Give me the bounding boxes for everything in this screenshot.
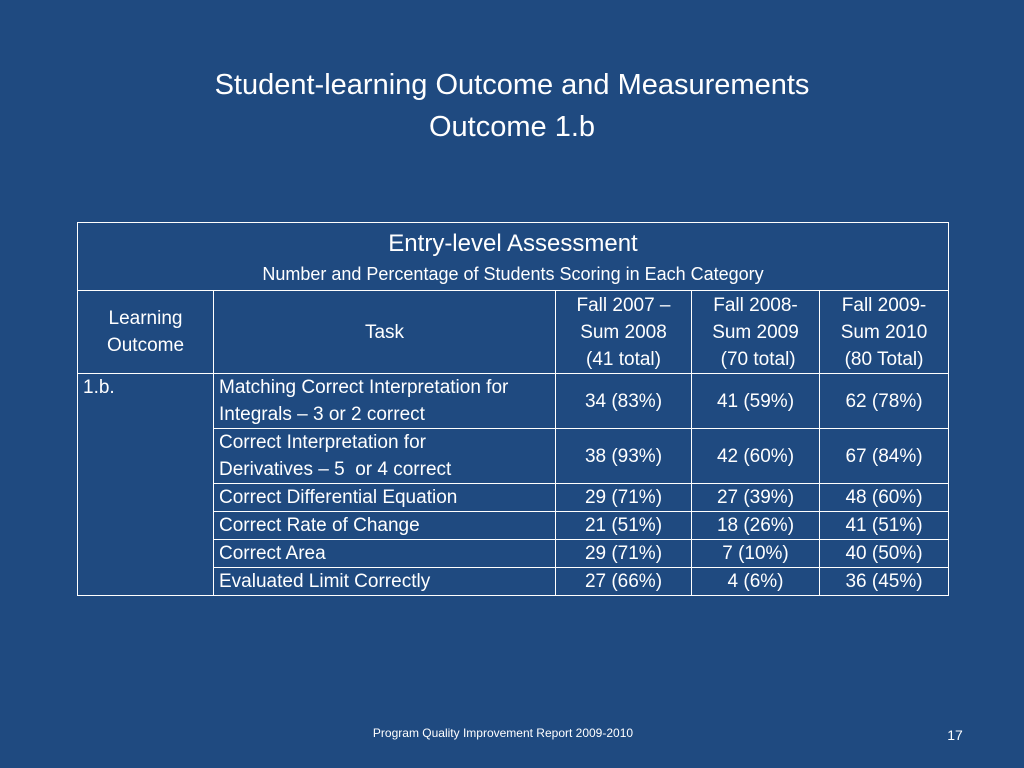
- value-cell-period-2: 41 (59%): [692, 374, 820, 429]
- value-cell-period-1: 29 (71%): [556, 540, 692, 568]
- slide-title: [0, 64, 1024, 148]
- value-cell-period-2: 7 (10%): [692, 540, 820, 568]
- task-cell: Correct Interpretation for Derivatives – 5 or 4 correct: [214, 429, 556, 484]
- value-cell-period-1: 21 (51%): [556, 512, 692, 540]
- value-cell-period-3: 41 (51%): [820, 512, 949, 540]
- value-cell-period-3: 48 (60%): [820, 484, 949, 512]
- table-header: [78, 223, 949, 291]
- column-header-period-2: Fall 2008- Sum 2009 (70 total): [692, 291, 820, 374]
- task-cell: Correct Rate of Change: [214, 512, 556, 540]
- value-cell-period-1: 34 (83%): [556, 374, 692, 429]
- task-cell: Correct Differential Equation: [214, 484, 556, 512]
- column-header-task: Task: [214, 291, 556, 374]
- table-row: [78, 374, 949, 429]
- slide-title-line-2: Outcome 1.b: [428, 111, 596, 143]
- column-header-period-3: Fall 2009- Sum 2010 (80 Total): [820, 291, 949, 374]
- value-cell-period-2: 42 (60%): [692, 429, 820, 484]
- value-cell-period-1: 29 (71%): [556, 484, 692, 512]
- value-cell-period-3: 36 (45%): [820, 568, 949, 596]
- page-number: 17: [947, 727, 963, 743]
- table-title: Entry-level Assessment: [388, 229, 638, 257]
- assessment-table: [77, 222, 949, 596]
- value-cell-period-1: 27 (66%): [556, 568, 692, 596]
- value-cell-period-2: 18 (26%): [692, 512, 820, 540]
- task-cell: Matching Correct Interpretation for Integrals – 3 or 2 correct: [214, 374, 556, 429]
- task-cell: Correct Area: [214, 540, 556, 568]
- value-cell-period-2: 4 (6%): [692, 568, 820, 596]
- outcome-id-cell: 1.b.: [78, 374, 214, 596]
- value-cell-period-3: 67 (84%): [820, 429, 949, 484]
- value-cell-period-2: 27 (39%): [692, 484, 820, 512]
- value-cell-period-3: 62 (78%): [820, 374, 949, 429]
- column-header-outcome: Learning Outcome: [78, 291, 214, 374]
- slide-title-line-1: Student-learning Outcome and Measurements: [214, 69, 810, 101]
- value-cell-period-1: 38 (93%): [556, 429, 692, 484]
- slide-footer: Program Quality Improvement Report 2009-2010: [372, 726, 634, 740]
- value-cell-period-3: 40 (50%): [820, 540, 949, 568]
- column-header-period-1: Fall 2007 – Sum 2008 (41 total): [556, 291, 692, 374]
- task-cell: Evaluated Limit Correctly: [214, 568, 556, 596]
- table-subtitle: Number and Percentage of Students Scoring in Each Category: [262, 263, 764, 284]
